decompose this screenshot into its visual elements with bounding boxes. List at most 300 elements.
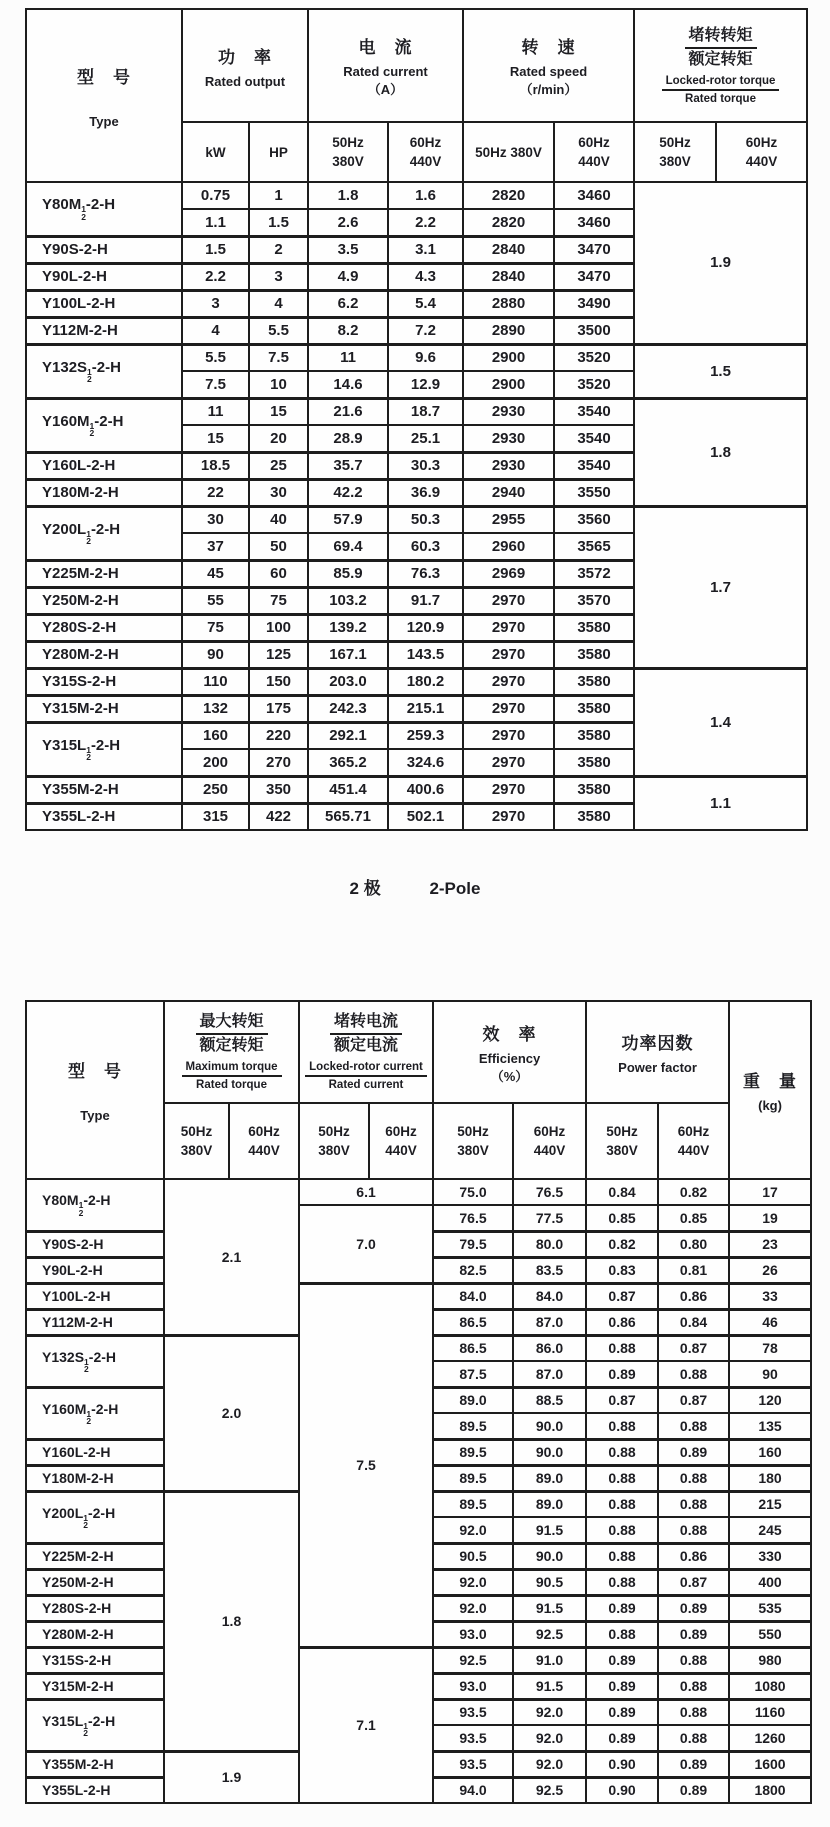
data-cell: 19 [729,1205,811,1231]
data-cell: 143.5 [388,641,463,668]
data-cell: 8.2 [308,317,388,344]
data-cell: 365.2 [308,749,388,776]
subheader-kw: kW [182,122,249,182]
model-cell: Y180M-2-H [26,479,182,506]
data-cell: 2900 [463,344,554,371]
data-cell: 1260 [729,1725,811,1751]
data-cell: 0.75 [182,182,249,209]
data-cell: 1080 [729,1673,811,1699]
data-cell: 75.0 [433,1179,513,1205]
data-cell: 245 [729,1517,811,1543]
data-cell: 0.88 [658,1413,729,1439]
merged-ratio-cell: 1.5 [634,344,807,398]
data-cell: 3 [182,290,249,317]
data-cell: 3580 [554,614,634,641]
data-cell: 18.5 [182,452,249,479]
model-cell: Y200L 1 2 -2-H [26,506,182,560]
subheader-lc-50hz: 50Hz 380V [299,1103,369,1179]
data-cell: 4 [249,290,308,317]
data-cell: 3460 [554,182,634,209]
data-cell: 3540 [554,425,634,452]
data-cell: 160 [182,722,249,749]
data-cell: 76.5 [513,1179,586,1205]
data-cell: 3580 [554,695,634,722]
type-label-cn: 型 号 [77,67,131,87]
data-cell: 83.5 [513,1257,586,1283]
data-cell: 92.0 [513,1725,586,1751]
speed-label-en: Rated speed [509,64,588,79]
data-cell: 0.88 [658,1517,729,1543]
data-cell: 9.6 [388,344,463,371]
data-cell: 2900 [463,371,554,398]
data-cell: 5.4 [388,290,463,317]
model-cell: Y355L-2-H [26,1777,164,1803]
table1-header-main [26,9,807,122]
data-cell: 0.88 [586,1439,658,1465]
data-cell: 2970 [463,695,554,722]
power-factor-label-en: Power factor [618,1060,697,1075]
model-cell: Y90S-2-H [26,236,182,263]
model-cell: Y100L-2-H [26,1283,164,1309]
data-cell: 0.87 [658,1387,729,1413]
data-cell: 0.89 [586,1725,658,1751]
data-cell: 92.0 [433,1595,513,1621]
data-cell: 87.0 [513,1309,586,1335]
data-cell: 0.88 [586,1335,658,1361]
data-cell: 3540 [554,452,634,479]
model-cell: Y280S-2-H [26,1595,164,1621]
merged-ratio-cell: 7.1 [299,1647,433,1803]
data-cell: 77.5 [513,1205,586,1231]
weight-unit: (kg) [758,1098,782,1113]
data-cell: 132 [182,695,249,722]
data-cell: 28.9 [308,425,388,452]
data-cell: 42.2 [308,479,388,506]
data-cell: 90 [182,641,249,668]
data-cell: 90 [729,1361,811,1387]
data-cell: 18.7 [388,398,463,425]
data-cell: 315 [182,803,249,830]
data-cell: 0.88 [658,1647,729,1673]
data-cell: 3490 [554,290,634,317]
model-variant-stack: 1 2 [78,1200,84,1218]
data-cell: 2930 [463,452,554,479]
lockedcurrent-numerator-cn: 堵转电流 [330,1011,402,1035]
model-cell: Y315M-2-H [26,1673,164,1699]
table2-header-main [26,1001,811,1103]
data-cell: 94.0 [433,1777,513,1803]
data-cell: 350 [249,776,308,803]
data-cell: 88.5 [513,1387,586,1413]
data-cell: 0.84 [658,1309,729,1335]
model-cell: Y315S-2-H [26,1647,164,1673]
data-cell: 1.8 [308,182,388,209]
efficiency-label-en: Efficiency [478,1050,541,1066]
subheader-mt-60hz: 60Hz 440V [229,1103,299,1179]
data-cell: 50 [249,533,308,560]
model-cell: Y90L-2-H [26,263,182,290]
data-cell: 4.9 [308,263,388,290]
motor-performance-table [25,1000,812,1804]
model-cell: Y90L-2-H [26,1257,164,1283]
data-cell: 90.0 [513,1413,586,1439]
data-cell: 60.3 [388,533,463,560]
model-cell: Y225M-2-H [26,560,182,587]
data-cell: 35.7 [308,452,388,479]
subheader-eff-50hz: 50Hz 380V [433,1103,513,1179]
model-cell: Y160L-2-H [26,452,182,479]
data-cell: 80.0 [513,1231,586,1257]
model-cell: Y180M-2-H [26,1465,164,1491]
data-cell: 84.0 [513,1283,586,1309]
data-cell: 1.5 [182,236,249,263]
data-cell: 215 [729,1491,811,1517]
data-cell: 2880 [463,290,554,317]
data-cell: 92.0 [433,1517,513,1543]
model-cell: Y80M 1 2 -2-H [26,1179,164,1231]
data-cell: 22 [182,479,249,506]
model-cell: Y90S-2-H [26,1231,164,1257]
data-cell: 0.87 [586,1387,658,1413]
data-cell: 30 [249,479,308,506]
merged-ratio-cell: 1.1 [634,776,807,830]
data-cell: 90.5 [433,1543,513,1569]
subheader-speed-60hz: 60Hz 440V [554,122,634,182]
torque-ratio-denominator-cn: 额定转矩 [688,50,753,68]
data-cell: 0.86 [586,1309,658,1335]
table-row [26,668,807,695]
model-cell: Y80M 1 2 -2-H [26,182,182,236]
model-cell: Y315L 1 2 -2-H [26,722,182,776]
data-cell: 3580 [554,641,634,668]
data-cell: 4.3 [388,263,463,290]
data-cell: 0.83 [586,1257,658,1283]
efficiency-label-cn: 效 率 [482,1024,537,1044]
data-cell: 75 [182,614,249,641]
data-cell: 3470 [554,263,634,290]
data-cell: 2930 [463,398,554,425]
data-cell: 2970 [463,722,554,749]
data-cell: 2 [249,236,308,263]
data-cell: 12.9 [388,371,463,398]
data-cell: 6.2 [308,290,388,317]
data-cell: 0.89 [586,1699,658,1725]
maxtorque-denominator-cn: 额定转矩 [199,1037,264,1054]
model-variant-stack: 1 2 [84,1356,89,1374]
merged-ratio-cell: 1.9 [634,182,807,344]
table-row [26,1647,811,1673]
data-cell: 26 [729,1257,811,1283]
data-cell: 0.88 [658,1725,729,1751]
data-cell: 0.82 [658,1179,729,1205]
data-cell: 78 [729,1335,811,1361]
data-cell: 400 [729,1569,811,1595]
data-cell: 50.3 [388,506,463,533]
model-variant-stack: 1 2 [86,744,91,762]
data-cell: 55 [182,587,249,614]
data-cell: 92.5 [513,1621,586,1647]
model-variant-stack: 1 2 [86,528,91,546]
column-header-power [182,9,308,122]
data-cell: 1 [249,182,308,209]
data-cell: 100 [249,614,308,641]
data-cell: 0.84 [586,1179,658,1205]
data-cell: 3520 [554,371,634,398]
merged-ratio-cell: 1.4 [634,668,807,776]
data-cell: 0.89 [658,1777,729,1803]
data-cell: 3570 [554,587,634,614]
data-cell: 30 [182,506,249,533]
lockedcurrent-denominator-cn: 额定电流 [334,1037,399,1054]
data-cell: 0.88 [658,1361,729,1387]
data-cell: 76.5 [433,1205,513,1231]
model-variant-stack: 1 2 [83,1512,88,1530]
model-cell: Y355M-2-H [26,776,182,803]
data-cell: 7.5 [249,344,308,371]
current-unit: （A） [367,82,404,97]
model-cell: Y315M-2-H [26,695,182,722]
data-cell: 451.4 [308,776,388,803]
data-cell: 3460 [554,209,634,236]
data-cell: 0.88 [586,1465,658,1491]
data-cell: 0.89 [586,1595,658,1621]
torque-ratio-numerator-cn: 堵转转矩 [685,25,757,49]
model-cell: Y132S 1 2 -2-H [26,344,182,398]
data-cell: 565.71 [308,803,388,830]
data-cell: 324.6 [388,749,463,776]
table-row [26,776,807,803]
subheader-mt-50hz: 50Hz 380V [164,1103,229,1179]
data-cell: 37 [182,533,249,560]
maxtorque-numerator-en: Maximum torque [182,1059,282,1077]
data-cell: 79.5 [433,1231,513,1257]
column-header-power-factor [586,1001,729,1103]
data-cell: 46 [729,1309,811,1335]
data-cell: 30.3 [388,452,463,479]
data-cell: 2970 [463,668,554,695]
subheader-eff-60hz: 60Hz 440V [513,1103,586,1179]
data-cell: 91.5 [513,1673,586,1699]
data-cell: 2940 [463,479,554,506]
data-cell: 2970 [463,776,554,803]
data-cell: 0.87 [586,1283,658,1309]
data-cell: 89.0 [513,1491,586,1517]
column-header-weight [729,1001,811,1179]
model-cell: Y160M 1 2 -2-H [26,1387,164,1439]
table-row [26,506,807,533]
data-cell: 535 [729,1595,811,1621]
subheader-pf-50hz: 50Hz 380V [586,1103,658,1179]
data-cell: 120 [729,1387,811,1413]
data-cell: 0.89 [658,1621,729,1647]
power-label-en: Rated output [204,73,286,89]
pole-label-cn: 2 极 [349,879,381,898]
data-cell: 92.0 [433,1569,513,1595]
data-cell: 7.5 [182,371,249,398]
data-cell: 215.1 [388,695,463,722]
subheader-lc-60hz: 60Hz 440V [369,1103,433,1179]
data-cell: 10 [249,371,308,398]
data-cell: 25 [249,452,308,479]
data-cell: 0.89 [658,1751,729,1777]
subheader-current-50hz: 50Hz 380V [308,122,388,182]
model-cell: Y250M-2-H [26,587,182,614]
model-cell: Y160L-2-H [26,1439,164,1465]
data-cell: 2820 [463,209,554,236]
data-cell: 57.9 [308,506,388,533]
torque-ratio-numerator-en: Locked-rotor torque [662,73,780,91]
model-variant-stack: 1 2 [89,420,95,438]
data-cell: 3580 [554,776,634,803]
data-cell: 3580 [554,668,634,695]
data-cell: 2970 [463,803,554,830]
model-cell: Y112M-2-H [26,1309,164,1335]
subheader-current-60hz: 60Hz 440V [388,122,463,182]
data-cell: 69.4 [308,533,388,560]
data-cell: 3.1 [388,236,463,263]
speed-label-cn: 转 速 [521,38,576,57]
data-cell: 175 [249,695,308,722]
data-cell: 0.88 [586,1413,658,1439]
data-cell: 89.5 [433,1465,513,1491]
table-row [26,1283,811,1309]
data-cell: 1.5 [249,209,308,236]
data-cell: 1.1 [182,209,249,236]
data-cell: 76.3 [388,560,463,587]
data-cell: 0.88 [658,1673,729,1699]
data-cell: 17 [729,1179,811,1205]
data-cell: 86.5 [433,1335,513,1361]
data-cell: 180 [729,1465,811,1491]
data-cell: 203.0 [308,668,388,695]
data-cell: 250 [182,776,249,803]
data-cell: 125 [249,641,308,668]
data-cell: 21.6 [308,398,388,425]
data-cell: 25.1 [388,425,463,452]
data-cell: 2970 [463,587,554,614]
data-cell: 0.88 [586,1491,658,1517]
table-row [26,344,807,371]
type-label-en: Type [89,113,119,129]
merged-ratio-cell: 6.1 [299,1179,433,1205]
data-cell: 2970 [463,749,554,776]
data-cell: 91.5 [513,1517,586,1543]
column-header-type2 [26,1001,164,1179]
data-cell: 0.85 [586,1205,658,1231]
data-cell: 0.89 [586,1673,658,1699]
data-cell: 93.0 [433,1673,513,1699]
data-cell: 36.9 [388,479,463,506]
data-cell: 2.6 [308,209,388,236]
subheader-torque-50hz: 50Hz 380V [634,122,716,182]
data-cell: 86.0 [513,1335,586,1361]
data-cell: 0.87 [658,1569,729,1595]
data-cell: 3470 [554,236,634,263]
data-cell: 0.80 [658,1231,729,1257]
type2-label-en: Type [80,1108,110,1123]
data-cell: 2970 [463,641,554,668]
data-cell: 87.5 [433,1361,513,1387]
data-cell: 0.88 [658,1491,729,1517]
data-cell: 92.0 [513,1699,586,1725]
model-cell: Y280M-2-H [26,641,182,668]
subheader-torque-60hz: 60Hz 440V [716,122,807,182]
model-cell: Y160M 1 2 -2-H [26,398,182,452]
maxtorque-denominator-en: Rated torque [196,1079,267,1091]
data-cell: 3572 [554,560,634,587]
table-row [26,398,807,425]
data-cell: 150 [249,668,308,695]
model-cell: Y355L-2-H [26,803,182,830]
data-cell: 110 [182,668,249,695]
data-cell: 3540 [554,398,634,425]
data-cell: 2890 [463,317,554,344]
data-cell: 550 [729,1621,811,1647]
data-cell: 0.88 [586,1517,658,1543]
data-cell: 89.5 [433,1439,513,1465]
data-cell: 1600 [729,1751,811,1777]
table-row [26,1179,811,1205]
data-cell: 2840 [463,263,554,290]
model-variant-stack: 1 2 [83,1720,88,1738]
data-cell: 0.89 [586,1647,658,1673]
data-cell: 0.82 [586,1231,658,1257]
data-cell: 0.88 [586,1621,658,1647]
speed-unit: （r/min） [519,82,578,97]
data-cell: 0.88 [658,1465,729,1491]
data-cell: 2970 [463,614,554,641]
data-cell: 2960 [463,533,554,560]
data-cell: 120.9 [388,614,463,641]
data-cell: 86.5 [433,1309,513,1335]
data-cell: 1160 [729,1699,811,1725]
data-cell: 139.2 [308,614,388,641]
model-cell: Y355M-2-H [26,1751,164,1777]
data-cell: 89.0 [513,1465,586,1491]
data-cell: 82.5 [433,1257,513,1283]
data-cell: 0.88 [586,1543,658,1569]
model-cell: Y250M-2-H [26,1569,164,1595]
power-factor-label-cn: 功率因数 [621,1034,694,1053]
data-cell: 90.0 [513,1439,586,1465]
data-cell: 400.6 [388,776,463,803]
pole-section-label [0,874,830,899]
data-cell: 15 [182,425,249,452]
data-cell: 259.3 [388,722,463,749]
data-cell: 0.87 [658,1335,729,1361]
data-cell: 89.5 [433,1491,513,1517]
model-cell: Y200L 1 2 -2-H [26,1491,164,1543]
data-cell: 3580 [554,803,634,830]
data-cell: 3560 [554,506,634,533]
subheader-hp: HP [249,122,308,182]
data-cell: 11 [182,398,249,425]
data-cell: 3550 [554,479,634,506]
power-label-cn: 功 率 [218,47,272,67]
data-cell: 33 [729,1283,811,1309]
model-variant-stack: 1 2 [81,204,86,222]
data-cell: 93.5 [433,1699,513,1725]
data-cell: 180.2 [388,668,463,695]
data-cell: 2.2 [388,209,463,236]
model-cell: Y132S 1 2 -2-H [26,1335,164,1387]
subheader-speed-50hz: 50Hz 380V [463,122,554,182]
data-cell: 422 [249,803,308,830]
data-cell: 89.5 [433,1413,513,1439]
torque-ratio-denominator-en: Rated torque [685,92,756,105]
data-cell: 91.0 [513,1647,586,1673]
model-cell: Y280S-2-H [26,614,182,641]
